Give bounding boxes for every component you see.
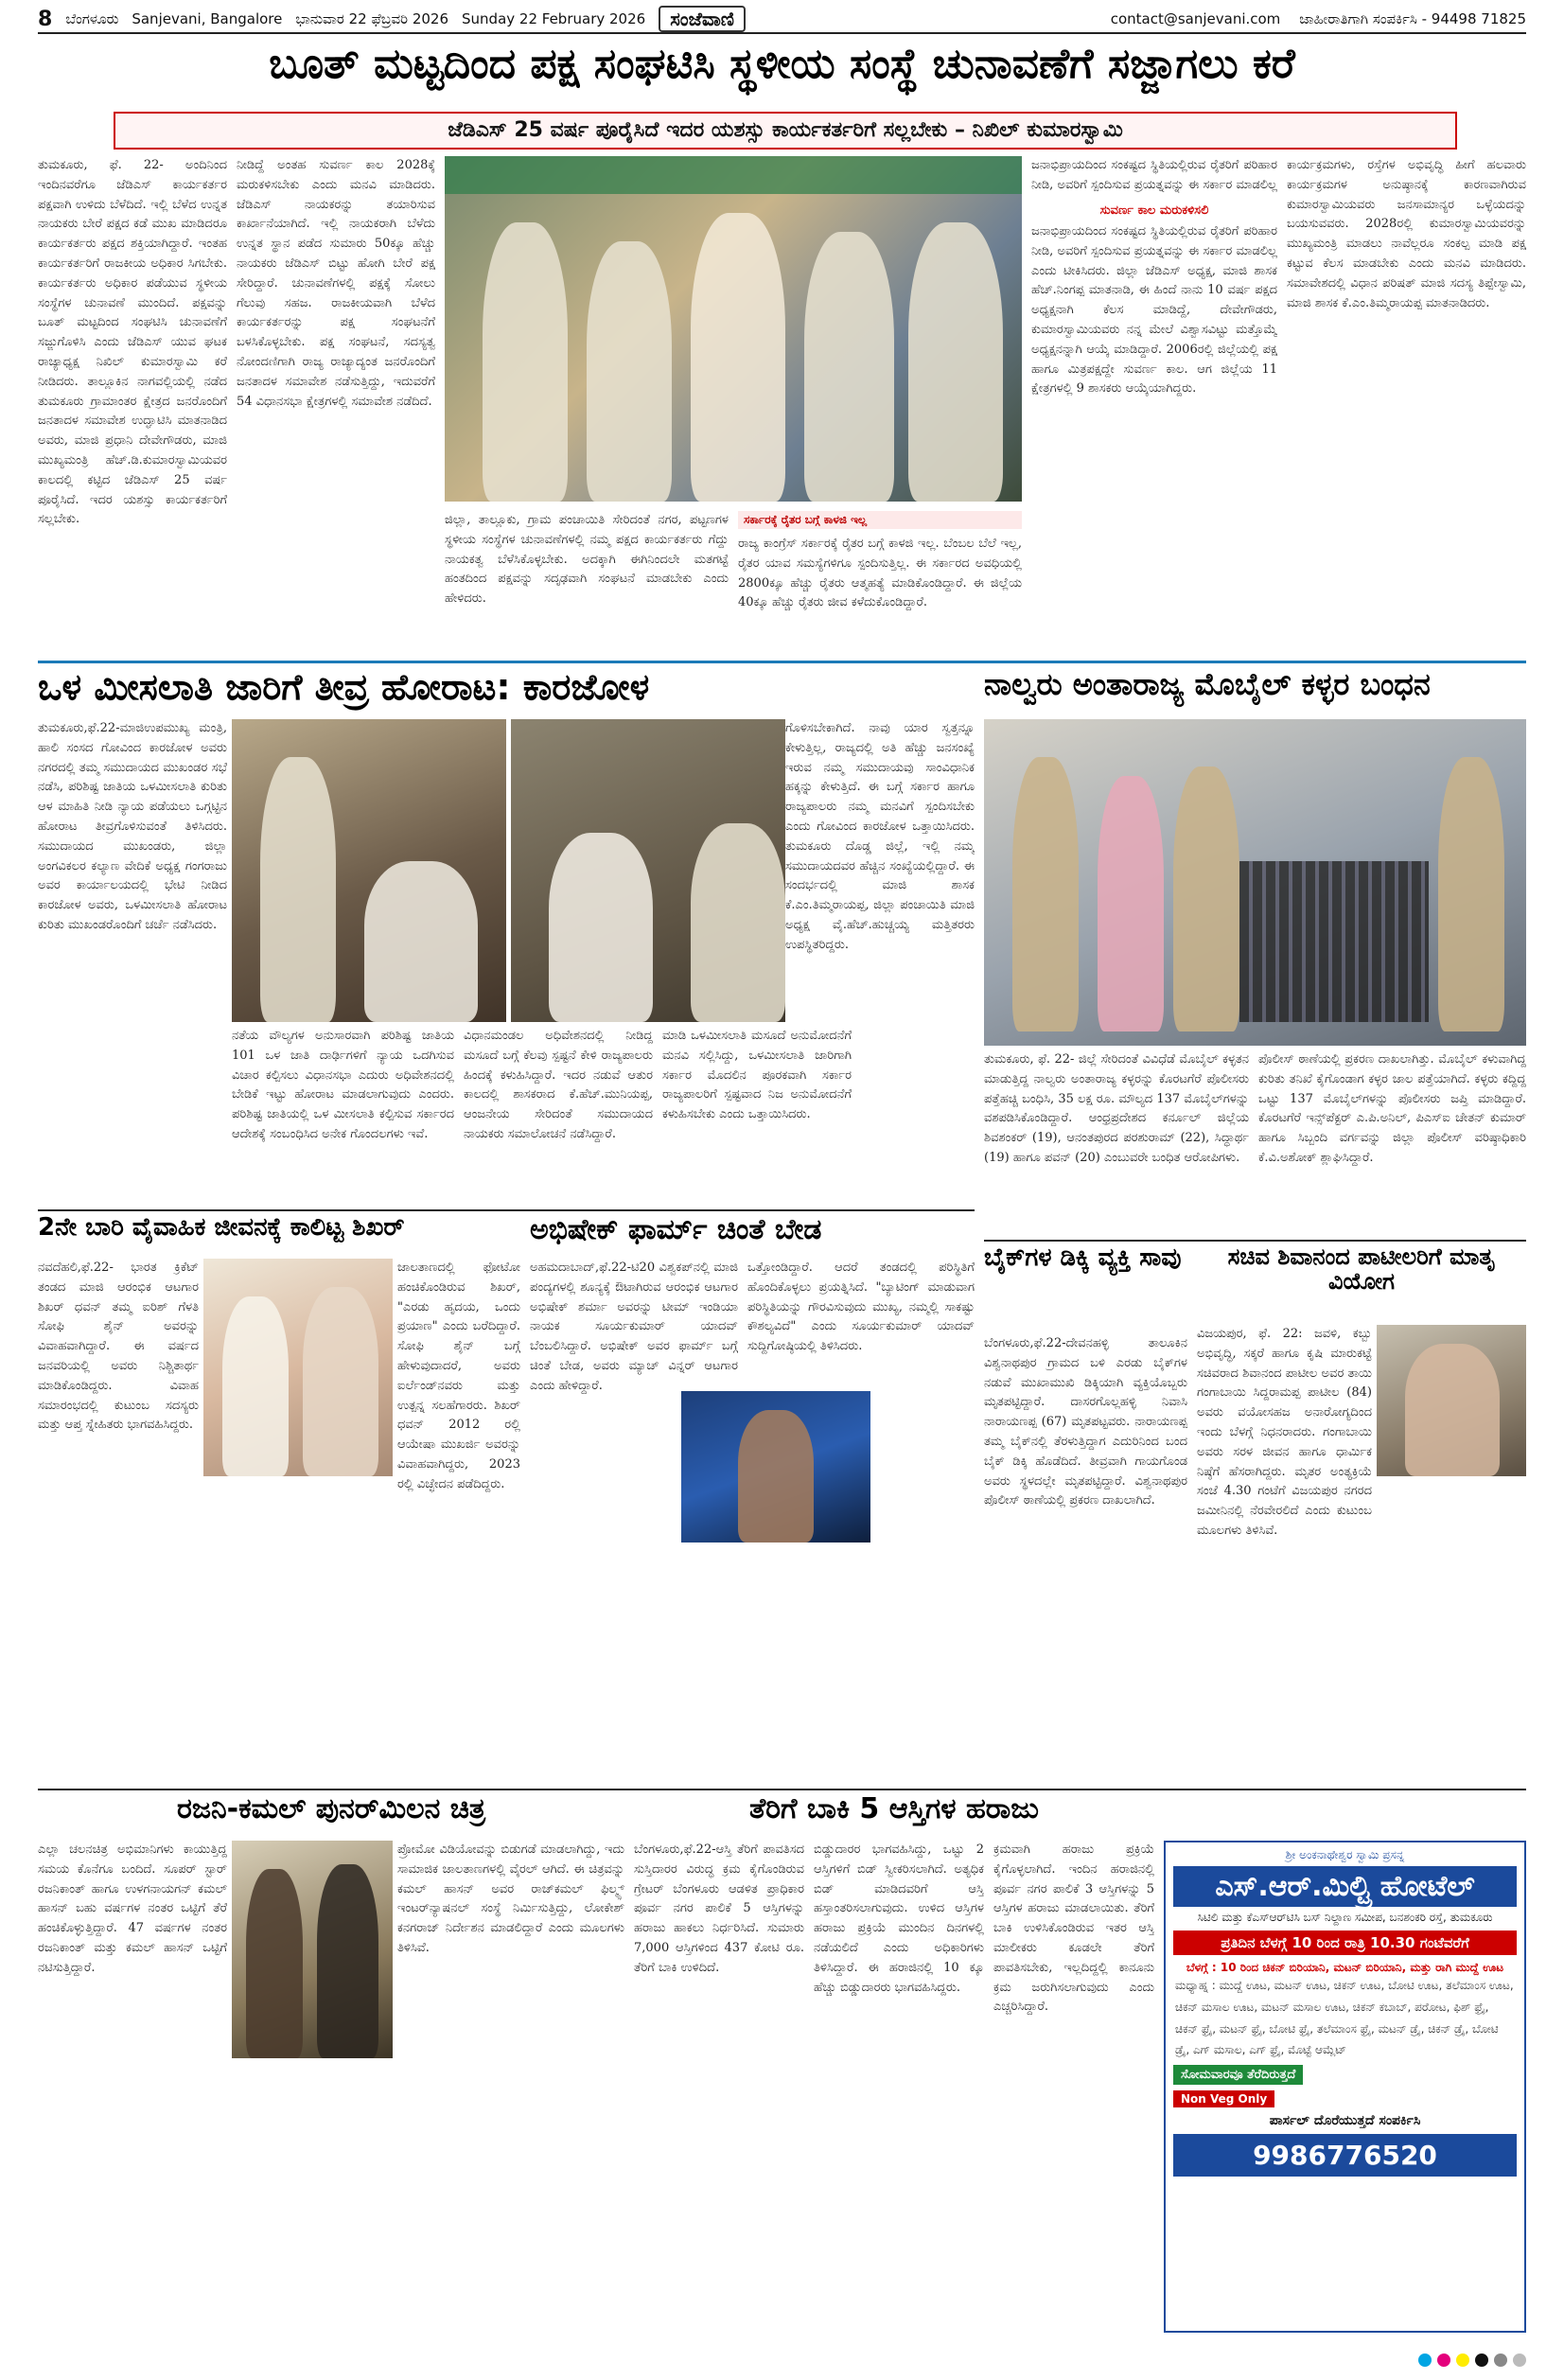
lead-col-1: ತುಮಕೂರು, ಫೆ. 22- ಅಂದಿನಿಂದ ಇಂದಿನವರೆಗೂ ಜೆಡಿಎಸ್ ಕಾರ್ಯಕರ್ತರ ಪಕ್ಷವಾಗಿ ಉಳಿದು ಬೆಳೆದಿದೆ. ಇಲ್ಲಿ ಬೆಳೆದ ಉನ್ನತ ನಾಯಕರು ಬೇರೆ ಪಕ್ಷದ ಕಡೆ ಮುಖ ಮಾಡಿದರೂ ಕಾರ್ಯಕರ್ತರು ಪಕ್ಷದ ಶಕ್ತಿಯಾಗಿದ್ದಾರೆ. ಇಂತಹ ಕಾರ್ಯಕರ್ತರಿಗೆ ರಾಜಕೀಯ ಅಧಿಕಾರ ಸಿಗಬೇಕು. ಕಾರ್ಯಕರ್ತರು ಅಧಿಕಾರ ಪಡೆಯುವ ಸ್ಥಳೀಯ ಸಂಸ್ಥೆಗಳ ಚುನಾವಣೆ ಮುಂದಿದೆ. ಪಕ್ಷವನ್ನು ಬೂತ್ ಮಟ್ಟದಿಂದ ಸಂಘಟಿಸಿ ಚುನಾವಣೆಗೆ ಸಜ್ಜುಗೊಳಿಸಿ ಎಂದು ಜೆಡಿಎಸ್ ಯುವ ಘಟಕ ರಾಜ್ಯಾಧ್ಯಕ್ಷ ನಿಖಿಲ್ ಕುಮಾರಸ್ವಾಮಿ ಕರೆ ನೀಡಿದರು. ತಾಲ್ಲೂಕಿನ ನಾಗವಲ್ಲಿಯಲ್ಲಿ ನಡೆದ ತುಮಕೂರು ಗ್ರಾಮಾಂತರ ಕ್ಷೇತ್ರದ ಜನರೊಂದಿಗೆ ಜನತಾದಳ ಸಮಾವೇಶ ಉದ್ಘಾಟಿಸಿ ಮಾತನಾಡಿದ ಅವರು, ಮಾಜಿ ಪ್ರಧಾನಿ ದೇವೇಗೌಡರು, ಮಾಜಿ ಮುಖ್ಯಮಂತ್ರಿ ಹೆಚ್.ಡಿ.ಕುಮಾರಸ್ವಾಮಿಯವರ ಕಾಲದಲ್ಲಿ ಕಟ್ಟಿದ ಜೆಡಿಎಸ್ 25 ವರ್ಷ ಪೂರೈಸಿದೆ. ಇದರ ಯಶಸ್ಸು ಕಾರ್ಯಕರ್ತರಿಗೆ ಸಲ್ಲಬೇಕು.	[38, 158, 227, 527]
story2-col-5: ಗೊಳಿಸಬೇಕಾಗಿದೆ. ನಾವು ಯಾರ ಸ್ವತ್ತನ್ನೂ ಕೇಳುತ್ತಿಲ್ಲ, ರಾಜ್ಯದಲ್ಲಿ ಅತಿ ಹೆಚ್ಚು ಜನಸಂಖ್ಯೆ ಇರುವ ನಮ್ಮ ಸಮುದಾಯವು ಸಾಂವಿಧಾನಿಕ ಹಕ್ಕನ್ನು ಕೇಳುತ್ತಿದೆ. ಈ ಬಗ್ಗೆ ಸರ್ಕಾರ ಹಾಗೂ ರಾಜ್ಯಪಾಲರು ನಮ್ಮ ಮನವಿಗೆ ಸ್ಪಂದಿಸಬೇಕು ಎಂದು ಗೋವಿಂದ ಕಾರಜೋಳ ಒತ್ತಾಯಿಸಿದರು. ತುಮಕೂರು ದೊಡ್ಡ ಜಿಲ್ಲೆ, ಇಲ್ಲಿ ನಮ್ಮ ಸಮುದಾಯದವರ ಹೆಚ್ಚಿನ ಸಂಖ್ಯೆಯಲ್ಲಿದ್ದಾರೆ. ಈ ಸಂದರ್ಭದಲ್ಲಿ ಮಾಜಿ ಶಾಸಕ ಕೆ.ಎಂ.ತಿಮ್ಮರಾಯಪ್ಪ, ಜಿಲ್ಲಾ ಪಂಚಾಯಿತಿ ಮಾಜಿ ಅಧ್ಯಕ್ಷ ವೈ.ಹೆಚ್.ಹುಚ್ಚಯ್ಯ ಮತ್ತಿತರರು ಉಪಸ್ಥಿತರಿದ್ದರು.	[785, 719, 975, 1022]
story2-photo-left	[232, 719, 506, 1022]
lead-col-6: ಕಾರ್ಯಕ್ರಮಗಳು, ರಸ್ತೆಗಳ ಅಭಿವೃದ್ಧಿ ಹೀಗೆ ಹಲವಾರು ಕಾರ್ಯಕ್ರಮಗಳ ಅನುಷ್ಠಾನಕ್ಕೆ ಕಾರಣವಾಗಿರುವ ಕುಮಾರಸ್ವಾಮಿಯವರು ಜನಸಾಮಾನ್ಯರ ಒಳ್ಳೆಯದನ್ನು ಬಯಸುವವರು. 2028ರಲ್ಲಿ ಕುಮಾರಸ್ವಾಮಿಯವರನ್ನು ಮುಖ್ಯಮಂತ್ರಿ ಮಾಡಲು ನಾವೆಲ್ಲರೂ ಸಂಕಲ್ಪ ಮಾಡಿ ಪಕ್ಷ ಕಟ್ಟುವ ಕೆಲಸ ಮಾಡಬೇಕು ಎಂದು ಮನವಿ ಮಾಡಿದರು. ಸಮಾವೇಶದಲ್ಲಿ ವಿಧಾನ ಪರಿಷತ್ ಮಾಜಿ ಸದಸ್ಯ ತಿಪ್ಪೇಸ್ವಾಮಿ, ಮಾಜಿ ಶಾಸಕ ಕೆ.ಎಂ.ತಿಮ್ಮರಾಯಪ್ಪ ಮಾತನಾಡಿದರು.	[1287, 158, 1526, 310]
story5-col-2: ಒತ್ತೋಂಡಿದ್ದಾರೆ. ಆದರೆ ತಂಡದಲ್ಲಿ ಪರಿಸ್ಥಿತಿಗೆ ಹೊಂದಿಕೊಳ್ಳಲು ಪ್ರಯತ್ನಿಸಿದೆ. "ಬ್ಯಾಟಿಂಗ್ ಮಾಡುವಾಗ ಪರಿಸ್ಥಿತಿಯನ್ನು ಗೌರವಿಸುವುದು ಮುಖ್ಯ, ನಮ್ಮಲ್ಲಿ ಸಾಕಷ್ಟು ಕೌಶಲ್ಯವಿದೆ" ಎಂದು ಸೂರ್ಯಕುಮಾರ್ ಯಾದವ್ ಸುದ್ದಿಗೋಷ್ಠಿಯಲ್ಲಿ ತಿಳಿಸಿದರು.	[747, 1261, 975, 1354]
lead-headline: ಬೂತ್ ಮಟ್ಟದಿಂದ ಪಕ್ಷ ಸಂಘಟಿಸಿ ಸ್ಥಳೀಯ ಸಂಸ್ಥೆ ಚುನಾವಣೆಗೆ ಸಜ್ಜಾಗಲು ಕರೆ	[269, 42, 1295, 88]
ad-hotel-name: ಎಸ್.ಆರ್.ಮಿಲ್ಟ್ರಿ ಹೋಟೆಲ್	[1173, 1866, 1517, 1907]
page-number: 8	[38, 7, 53, 31]
story2-headline: ಒಳ ಮೀಸಲಾತಿ ಜಾರಿಗೆ ತೀವ್ರ ಹೋರಾಟ: ಕಾರಜೋಳ	[38, 668, 650, 708]
contact-email[interactable]: contact@sanjevani.com	[1110, 10, 1281, 27]
story6-col-1: ಬೆಂಗಳೂರು,ಫೆ.22-ದೇವನಹಳ್ಳಿ ತಾಲೂಕಿನ ವಿಶ್ವನಾಥಪುರ ಗ್ರಾಮದ ಬಳಿ ಎರಡು ಬೈಕ್‌ಗಳ ನಡುವೆ ಮುಖಾಮುಖಿ ಡಿಕ್ಕಿಯಾಗಿ ವ್ಯಕ್ತಿಯೊಬ್ಬರು ಮೃತಪಟ್ಟಿದ್ದಾರೆ. ದಾಸರಗೊಲ್ಲಹಳ್ಳಿ ನಿವಾಸಿ ನಾರಾಯಣಪ್ಪ (67) ಮೃತಪಟ್ಟವರು. ನಾರಾಯಣಪ್ಪ ತಮ್ಮ ಬೈಕ್‌ನಲ್ಲಿ ತೆರಳುತ್ತಿದ್ದಾಗ ಎದುರಿನಿಂದ ಬಂದ ಬೈಕ್ ಡಿಕ್ಕಿ ಹೊಡೆದಿದೆ. ತೀವ್ರವಾಗಿ ಗಾಯಗೊಂಡ ಅವರು ಸ್ಥಳದಲ್ಲೇ ಮೃತಪಟ್ಟಿದ್ದಾರೆ. ವಿಶ್ವನಾಥಪುರ ಪೊಲೀಸ್ ಠಾಣೆಯಲ್ಲಿ ಪ್ರಕರಣ ದಾಖಲಾಗಿದೆ.	[984, 1336, 1187, 1508]
lead-photo	[445, 156, 1022, 502]
hotel-advertisement[interactable]	[1164, 1841, 1526, 2333]
lead-col-2: ನೀಡಿದ್ದೆ ಅಂತಹ ಸುವರ್ಣ ಕಾಲ 2028ಕ್ಕೆ ಮರುಕಳಿಸಬೇಕು ಎಂದು ಮನವಿ ಮಾಡಿದರು. ಜೆಡಿಎಸ್ ನಾಯಕರನ್ನು ತಯಾರಿಸುವ ಕಾರ್ಖಾನೆಯಾಗಿದೆ. ಇಲ್ಲಿ ನಾಯಕರಾಗಿ ಬೆಳೆದು ಉನ್ನತ ಸ್ಥಾನ ಪಡೆದ ಸುಮಾರು 50ಕ್ಕೂ ಹೆಚ್ಚು ನಾಯಕರು ಜೆಡಿಎಸ್ ಬಿಟ್ಟು ಹೋಗಿ ಬೇರೆ ಪಕ್ಷ ಸೇರಿದ್ದಾರೆ. ಚುನಾವಣೆಗಳಲ್ಲಿ ಪಕ್ಷಕ್ಕೆ ಸೋಲು ಗೆಲುವು ಸಹಜ. ರಾಜಕೀಯವಾಗಿ ಬೆಳೆದ ಕಾರ್ಯಕರ್ತರನ್ನು ಪಕ್ಷ ಸಂಘಟನೆಗೆ ಬಳಸಿಕೊಳ್ಳಬೇಕು. ಪಕ್ಷ ಸಂಘಟನೆ, ಸದಸ್ಯತ್ವ ನೋಂದಣಿಗಾಗಿ ರಾಜ್ಯ ರಾಜ್ಯಾದ್ಯಂತ ಜನರೊಂದಿಗೆ ಜನತಾದಳ ಸಮಾವೇಶ ನಡೆಸುತ್ತಿದ್ದು, ಇದುವರೆಗೆ 54 ವಿಧಾನಸಭಾ ಕ್ಷೇತ್ರಗಳಲ್ಲಿ ಸಮಾವೇಶ ನಡೆದಿದೆ.	[237, 158, 435, 409]
story9-col-1: ಬೆಂಗಳೂರು,ಫೆ.22-ಆಸ್ತಿ ತೆರಿಗೆ ಪಾವತಿಸದ ಸುಸ್ತಿದಾರರ ವಿರುದ್ಧ ಕ್ರಮ ಕೈಗೊಂಡಿರುವ ಗ್ರೇಟರ್ ಬೆಂಗಳೂರು ಆಡಳಿತ ಪ್ರಾಧಿಕಾರ ಪೂರ್ವ ನಗರ ಪಾಲಿಕೆ 5 ಆಸ್ತಿಗಳನ್ನು ಹರಾಜು ಹಾಕಲು ನಿರ್ಧರಿಸಿದೆ. ಸುಮಾರು 7,000 ಆಸ್ತಿಗಳಿಂದ 437 ಕೋಟಿ ರೂ. ತೆರಿಗೆ ಬಾಕಿ ಉಳಿದಿದೆ.	[634, 1842, 804, 1975]
story3-col-2: ಪೊಲೀಸ್ ಠಾಣೆಯಲ್ಲಿ ಪ್ರಕರಣ ದಾಖಲಾಗಿತ್ತು. ಮೊಬೈಲ್ ಕಳುವಾಗಿದ್ದ ಕುರಿತು ತನಿಖೆ ಕೈಗೊಂಡಾಗ ಕಳ್ಳರ ಜಾಲ ಪತ್ತೆಯಾಗಿದೆ. ಕಳ್ಳರು ಕದ್ದಿದ್ದ ಒಟ್ಟು 137 ಮೊಬೈಲ್‌ಗಳನ್ನು ಪೊಲೀಸರು ಜಪ್ತಿ ಮಾಡಿದ್ದಾರೆ. ಕೊರಟಗೆರೆ ಇನ್ಸ್‌ಪೆಕ್ಟರ್ ಎ.ಪಿ.ಅನಿಲ್, ಪಿಎಸ್‌ಐ ಚೇತನ್ ಕುಮಾರ್ ಹಾಗೂ ಸಿಬ್ಬಂದಿ ವರ್ಗವನ್ನು ಜಿಲ್ಲಾ ಪೊಲೀಸ್ ವರಿಷ್ಠಾಧಿಕಾರಿ ಕೆ.ವಿ.ಅಶೋಕ್ ಶ್ಲಾಘಿಸಿದ್ದಾರೆ.	[1258, 1052, 1526, 1165]
ad-nonveg-badge: Non Veg Only	[1173, 2090, 1274, 2107]
story8-headline: ರಜನಿ-ಕಮಲ್ ಪುನರ್‌ಮಿಲನ ಚಿತ್ರ	[176, 1793, 486, 1825]
story8-photo	[232, 1841, 393, 2058]
story7-col-1: ವಿಜಯಪುರ, ಫೆ. 22: ಜವಳಿ, ಕಬ್ಬು ಅಭಿವೃದ್ಧಿ, ಸಕ್ಕರೆ ಹಾಗೂ ಕೃಷಿ ಮಾರುಕಟ್ಟೆ ಸಚಿವರಾದ ಶಿವಾನಂದ ಪಾಟೀಲ ಅವರ ತಾಯಿ ಗಂಗಾಬಾಯಿ ಸಿದ್ದರಾಮಪ್ಪ ಪಾಟೀಲ (84) ಅವರು ವಯೋಸಹಜ ಅನಾರೋಗ್ಯದಿಂದ ಇಂದು ಬೆಳಗ್ಗೆ ನಿಧನರಾದರು. ಗಂಗಾಬಾಯಿ ಅವರು ಸರಳ ಜೀವನ ಹಾಗೂ ಧಾರ್ಮಿಕ ನಿಷ್ಠೆಗೆ ಹೆಸರಾಗಿದ್ದರು. ಮೃತರ ಅಂತ್ಯಕ್ರಿಯೆ ಸಂಜೆ 4.30 ಗಂಟೆಗೆ ವಿಜಯಪುರ ನಗರದ ಜಮೀನಿನಲ್ಲಿ ನೆರವೇರಲಿದೆ ಎಂದು ಕುಟುಂಬ ಮೂಲಗಳು ತಿಳಿಸಿವೆ.	[1197, 1327, 1372, 1538]
page-header	[38, 6, 1526, 34]
story2-col-3: ವಿಧಾನಮಂಡಲ ಅಧಿವೇಶನದಲ್ಲಿ ನೀಡಿದ್ದ ಮಸೂದೆ ಬಗ್ಗೆ ಕೆಲವು ಸ್ಪಷ್ಟನೆ ಕೇಳಿ ರಾಜ್ಯಪಾಲರು ಹಿಂದಕ್ಕೆ ಕಳುಹಿಸಿದ್ದಾರೆ. ಇದರ ನಡುವೆ ಆತುರ ಕಾಲದಲ್ಲಿ ಶಾಸಕರಾದ ಕೆ.ಹೆಚ್.ಮುನಿಯಪ್ಪ, ಆಂಜನೇಯ ಸೇರಿದಂತೆ ಸಮುದಾಯದ ನಾಯಕರು ಸಮಾಲೋಚನೆ ನಡೆಸಿದ್ದಾರೆ.	[464, 1029, 653, 1141]
ad-morning-menu: ಬೆಳಗ್ಗೆ : 10 ರಿಂದ ಚಿಕನ್ ಬಿರಿಯಾನಿ, ಮಟನ್ ಬಿರಿಯಾನಿ, ಮತ್ತು ರಾಗಿ ಮುದ್ದೆ ಊಟ	[1186, 1961, 1504, 1974]
edition-name: Sanjevani, Bangalore	[132, 10, 283, 27]
section-divider	[38, 661, 1526, 663]
lead-col-5-intro: ಜನಾಭಿಪ್ರಾಯದಿಂದ ಸಂಕಷ್ಟದ ಸ್ಥಿತಿಯಲ್ಲಿರುವ ರೈತರಿಗೆ ಪರಿಹಾರ ನೀಡಿ, ಅವರಿಗೆ ಸ್ಪಂದಿಸುವ ಪ್ರಯತ್ನವನ್ನು ಈ ಸರ್ಕಾರ ಮಾಡಲಿಲ್ಲ	[1031, 158, 1277, 192]
story4-photo	[203, 1259, 393, 1476]
lead-col-3: ಜಿಲ್ಲಾ, ತಾಲ್ಲೂಕು, ಗ್ರಾಮ ಪಂಚಾಯಿತಿ ಸೇರಿದಂತೆ ನಗರ, ಪಟ್ಟಣಗಳ ಸ್ಥಳೀಯ ಸಂಸ್ಥೆಗಳ ಚುನಾವಣೆಗಳಲ್ಲಿ ನಮ್ಮ ಪಕ್ಷದ ಕಾರ್ಯಕರ್ತರು ಗೆದ್ದು ನಾಯಕತ್ವ ಬೆಳೆಸಿಕೊಳ್ಳಬೇಕು. ಅದಕ್ಕಾಗಿ ಈಗಿನಿಂದಲೇ ಮತಗಟ್ಟೆ ಹಂತದಿಂದ ಪಕ್ಷವನ್ನು ಸದೃಢವಾಗಿ ಸಂಘಟನೆ ಮಾಡಬೇಕು ಎಂದು ಹೇಳಿದರು.	[445, 513, 729, 607]
ad-address: ಸಿಟಿಲಿ ಮತ್ತು ಕೆಎಸ್‌ಆರ್‌ಟಿಸಿ ಬಸ್ ನಿಲ್ದಾಣ ಸಮೀಪ, ಬನಶಂಕರಿ ರಸ್ತೆ, ತುಮಕೂರು	[1197, 1911, 1493, 1924]
lead-col-5: ಜನಾಭಿಪ್ರಾಯದಿಂದ ಸಂಕಷ್ಟದ ಸ್ಥಿತಿಯಲ್ಲಿರುವ ರೈತರಿಗೆ ಪರಿಹಾರ ನೀಡಿ, ಅವರಿಗೆ ಸ್ಪಂದಿಸುವ ಪ್ರಯತ್ನವನ್ನು ಈ ಸರ್ಕಾರ ಮಾಡಲಿಲ್ಲ ಎಂದು ಟೀಕಿಸಿದರು. ಜಿಲ್ಲಾ ಜೆಡಿಎಸ್ ಅಧ್ಯಕ್ಷ, ಮಾಜಿ ಶಾಸಕ ಹೆಚ್.ನಿಂಗಪ್ಪ ಮಾತನಾಡಿ, ಈ ಹಿಂದೆ ನಾನು 10 ವರ್ಷ ಪಕ್ಷದ ಅಧ್ಯಕ್ಷನಾಗಿ ಕೆಲಸ ಮಾಡಿದ್ದೆ, ದೇವೇಗೌಡರು, ಕುಮಾರಸ್ವಾಮಿಯವರು ನನ್ನ ಮೇಲೆ ವಿಶ್ವಾಸವಿಟ್ಟು ಮತ್ತೊಮ್ಮೆ ಅಧ್ಯಕ್ಷನನ್ನಾಗಿ ಆಯ್ಕೆ ಮಾಡಿದ್ದಾರೆ. 2006ರಲ್ಲಿ ಜಿಲ್ಲೆಯಲ್ಲಿ ಪಕ್ಷ ಹಾಗೂ ಮಿತ್ರಪಕ್ಷದ್ದೇ ಸುವರ್ಣ ಕಾಲ. ಆಗ ಜಿಲ್ಲೆಯ 11 ಕ್ಷೇತ್ರಗಳಲ್ಲಿ 9 ಶಾಸಕರು ಆಯ್ಕೆಯಾಗಿದ್ದರು.	[1031, 224, 1277, 397]
lead-col-4: ರಾಜ್ಯ ಕಾಂಗ್ರೆಸ್ ಸರ್ಕಾರಕ್ಕೆ ರೈತರ ಬಗ್ಗೆ ಕಾಳಜಿ ಇಲ್ಲ. ಬೆಂಬಲ ಬೆಲೆ ಇಲ್ಲ, ರೈತರ ಯಾವ ಸಮಸ್ಯೆಗಳಿಗೂ ಸ್ಪಂದಿಸುತ್ತಿಲ್ಲ. ಈ ಸರ್ಕಾರದ ಅವಧಿಯಲ್ಲಿ 2800ಕ್ಕೂ ಹೆಚ್ಚು ರೈತರು ಆತ್ಮಹತ್ಯೆ ಮಾಡಿಕೊಂಡಿದ್ದಾರೆ. ಈ ಜಿಲ್ಲೆಯ 40ಕ್ಕೂ ಹೆಚ್ಚು ರೈತರು ಜೀವ ಕಳೆದುಕೊಂಡಿದ್ದಾರೆ.	[738, 537, 1022, 610]
story9-col-2: ಬಿಡ್ಡುದಾರರ ಭಾಗವಹಿಸಿದ್ದು, ಒಟ್ಟು 2 ಆಸ್ತಿಗಳಿಗೆ ಬಿಡ್ ಸ್ವೀಕರಿಸಲಾಗಿದೆ. ಅತ್ಯಧಿಕ ಬಿಡ್ ಮಾಡಿದವರಿಗೆ ಆಸ್ತಿ ಹಸ್ತಾಂತರಿಸಲಾಗುವುದು. ಉಳಿದ ಆಸ್ತಿಗಳ ಹರಾಜು ಪ್ರಕ್ರಿಯೆ ಮುಂದಿನ ದಿನಗಳಲ್ಲಿ ನಡೆಯಲಿದೆ ಎಂದು ಅಧಿಕಾರಿಗಳು ತಿಳಿಸಿದ್ದಾರೆ. ಈ ಹರಾಜಿನಲ್ಲಿ 10 ಕ್ಕೂ ಹೆಚ್ಚು ಬಿಡ್ಡುದಾರರು ಭಾಗವಹಿಸಿದ್ದರು.	[814, 1842, 984, 1995]
story3-headline: ನಾಲ್ವರು ಅಂತಾರಾಜ್ಯ ಮೊಬೈಲ್ ಕಳ್ಳರ ಬಂಧನ	[984, 668, 1526, 715]
ad-timing: ಪ್ರತಿದಿನ ಬೆಳಗ್ಗೆ 10 ರಿಂದ ರಾತ್ರಿ 10.30 ಗಂಟೆವರೆಗೆ	[1173, 1930, 1517, 1955]
story3-col-1: ತುಮಕೂರು, ಫೆ. 22- ಜಿಲ್ಲೆ ಸೇರಿದಂತೆ ವಿವಿಧೆಡೆ ಮೊಬೈಲ್ ಕಳ್ಳತನ ಮಾಡುತ್ತಿದ್ದ ನಾಲ್ವರು ಅಂತಾರಾಜ್ಯ ಕಳ್ಳರನ್ನು ಕೊರಟಗೆರೆ ಪೊಲೀಸರು ಪತ್ತೆಹಚ್ಚಿ ಬಂಧಿಸಿ, 35 ಲಕ್ಷ ರೂ. ಮೌಲ್ಯದ 137 ಮೊಬೈಲ್‌ಗಳನ್ನು ವಶಪಡಿಸಿಕೊಂಡಿದ್ದಾರೆ. ಆಂಧ್ರಪ್ರದೇಶದ ಕರ್ನೂಲ್ ಜಿಲ್ಲೆಯ ಶಿವಶಂಕರ್ (19), ಆನಂತಪುರದ ಪರಶುರಾಮ್ (22), ಸಿದ್ಧಾರ್ಥ (19) ಹಾಗೂ ಪವನ್ (20) ಎಂಬುವರೇ ಬಂಧಿತ ಆರೋಪಿಗಳು.	[984, 1052, 1249, 1165]
story5-photo	[681, 1391, 870, 1543]
city-name: ಬೆಂಗಳೂರು	[65, 10, 119, 27]
story8-col-2: ಪ್ರೋಮೋ ವಿಡಿಯೋವನ್ನು ಬಿಡುಗಡೆ ಮಾಡಲಾಗಿದ್ದು, ಇದು ಸಾಮಾಜಿಕ ಜಾಲತಾಣಗಳಲ್ಲಿ ವೈರಲ್ ಆಗಿದೆ. ಈ ಚಿತ್ರವನ್ನು ಕಮಲ್ ಹಾಸನ್ ಅವರ ರಾಜ್‌ಕಮಲ್ ಫಿಲ್ಮ್ಸ್ ಇಂಟರ್‌ನ್ಯಾಷನಲ್ ಸಂಸ್ಥೆ ನಿರ್ಮಿಸುತ್ತಿದ್ದು, ಲೋಕೇಶ್ ಕನಗರಾಜ್ ನಿರ್ದೇಶನ ಮಾಡಲಿದ್ದಾರೆ ಎಂದು ಮೂಲಗಳು ತಿಳಿಸಿವೆ.	[397, 1842, 624, 1955]
lead-col-5-subhead: ಸುವರ್ಣ ಕಾಲ ಮರುಕಳಿಸಲಿ	[1099, 203, 1209, 218]
story8-col-1: ಎಲ್ಲಾ ಚಲನಚಿತ್ರ ಅಭಿಮಾನಿಗಳು ಕಾಯುತ್ತಿದ್ದ ಸಮಯ ಕೊನೆಗೂ ಬಂದಿದೆ. ಸೂಪರ್ ಸ್ಟಾರ್ ರಜನಿಕಾಂತ್ ಹಾಗೂ ಉಳಗನಾಯಗನ್ ಕಮಲ್ ಹಾಸನ್ ಬಹು ವರ್ಷಗಳ ನಂತರ ಒಟ್ಟಿಗೆ ತೆರೆ ಹಂಚಿಕೊಳ್ಳುತ್ತಿದ್ದಾರೆ. 47 ವರ್ಷಗಳ ನಂತರ ರಜನಿಕಾಂತ್ ಮತ್ತು ಕಮಲ್ ಹಾಸನ್ ಒಟ್ಟಿಗೆ ನಟಿಸುತ್ತಿದ್ದಾರೆ.	[38, 1842, 227, 1975]
story4-headline: 2ನೇ ಬಾರಿ ವೈವಾಹಿಕ ಜೀವನಕ್ಕೆ ಕಾಲಿಟ್ಟ ಶಿಖರ್	[38, 1214, 405, 1242]
story4-col-1: ನವದೆಹಲಿ,ಫೆ.22- ಭಾರತ ಕ್ರಿಕೆಟ್ ತಂಡದ ಮಾಜಿ ಆರಂಭಿಕ ಆಟಗಾರ ಶಿಖರ್ ಧವನ್ ತಮ್ಮ ಐರಿಶ್ ಗೆಳತಿ ಸೋಫಿ ಶೈನ್ ಅವರನ್ನು ವಿವಾಹವಾಗಿದ್ದಾರೆ. ಈ ವರ್ಷದ ಜನವರಿಯಲ್ಲಿ ಅವರು ನಿಶ್ಚಿತಾರ್ಥ ಮಾಡಿಕೊಂಡಿದ್ದರು. ವಿವಾಹ ಸಮಾರಂಭದಲ್ಲಿ ಕುಟುಂಬ ಸದಸ್ಯರು ಮತ್ತು ಆಪ್ತ ಸ್ನೇಹಿತರು ಭಾಗವಹಿಸಿದ್ದರು.	[38, 1261, 199, 1433]
story7-headline: ಸಚಿವ ಶಿವಾನಂದ ಪಾಟೀಲರಿಗೆ ಮಾತೃ ವಿಯೋಗ	[1227, 1244, 1496, 1296]
color-registration-marks	[1418, 2354, 1526, 2367]
story7-photo	[1377, 1325, 1526, 1476]
story2-col-4: ಮಾಡಿ ಒಳಮೀಸಲಾತಿ ಮಸೂದೆ ಅನುಮೋದನೆಗೆ ಮನವಿ ಸಲ್ಲಿಸಿದ್ದು, ಒಳಮೀಸಲಾತಿ ಜಾರಿಗಾಗಿ ಸರ್ಕಾರ ಮೊದಲಿನ ಪೂರಕವಾಗಿ ಸರ್ಕಾರ ರಾಜ್ಯಪಾಲರಿಗೆ ಸ್ಪಷ್ಟವಾದ ನಿಜ ಅನುಮೋದನೆಗೆ ಕಳುಹಿಸಬೇಕು ಎಂದು ಒತ್ತಾಯಿಸಿದರು.	[662, 1029, 852, 1122]
story2-col-2: ನತೆಯ ವೌಲ್ಯಗಳ ಅನುಸಾರವಾಗಿ ಪರಿಶಿಷ್ಟ ಜಾತಿಯ 101 ಒಳ ಜಾತಿ ದಾರ್ಢಿಗಳಿಗೆ ನ್ಯಾಯ ಒದಗಿಸುವ ವಿಚಾರ ಕಲ್ಪಿಸಲು ವಿಧಾನಸಭಾ ಎದುರು ಅಧಿವೇಶನದಲ್ಲಿ ಬೇಡಿಕೆ ಇಟ್ಟು ಹೋರಾಟ ಮಾಡಲಾಗುವುದು ಎಂದರು. ಪರಿಶಿಷ್ಟ ಜಾತಿಯಲ್ಲಿ ಒಳ ಮೀಸಲಾತಿ ಕಲ್ಪಿಸುವ ಸರ್ಕಾರದ ಆದೇಶಕ್ಕೆ ಸಂಬಂಧಿಸಿದ ಅನೇಕ ಗೊಂದಲಗಳು ಇವೆ.	[232, 1029, 454, 1141]
story3-photo	[984, 719, 1526, 1046]
masthead-logo: ಸಂಜೆವಾಣಿ	[659, 6, 746, 32]
story5-col-1: ಅಹಮದಾಬಾದ್,ಫೆ.22-ಟಿ20 ವಿಶ್ವಕಪ್‌ನಲ್ಲಿ ಮಾಜಿ ಪಂದ್ಯಗಳಲ್ಲಿ ಶೂನ್ಯಕ್ಕೆ ಔಟಾಗಿರುವ ಆರಂಭಿಕ ಆಟಗಾರ ಅಭಿಷೇಕ್ ಶರ್ಮಾ ಅವರನ್ನು ಟೀಮ್ ಇಂಡಿಯಾ ನಾಯಕ ಸೂರ್ಯಕುಮಾರ್ ಯಾದವ್ ಬೆಂಬಲಿಸಿದ್ದಾರೆ. ಅಭಿಷೇಕ್ ಅವರ ಫಾರ್ಮ್ ಬಗ್ಗೆ ಚಿಂತೆ ಬೇಡ, ಅವರು ಮ್ಯಾಚ್ ವಿನ್ನರ್ ಆಟಗಾರ ಎಂದು ಹೇಳಿದ್ದಾರೆ.	[530, 1261, 738, 1393]
story4-col-2: ಜಾಲತಾಣದಲ್ಲಿ ಫೋಟೋ ಹಂಚಿಕೊಂಡಿರುವ ಶಿಖರ್, "ಎರಡು ಹೃದಯ, ಒಂದು ಪ್ರಯಾಣ" ಎಂದು ಬರೆದಿದ್ದಾರೆ. ಸೋಫಿ ಶೈನ್ ಬಗ್ಗೆ ಹೇಳುವುದಾದರೆ, ಅವರು ಐರ್ಲೆಂಡ್‌ನವರು ಮತ್ತು ಉತ್ಪನ್ನ ಸಲಹೆಗಾರರು. ಶಿಖರ್ ಧವನ್ 2012 ರಲ್ಲಿ ಆಯೇಷಾ ಮುಖರ್ಜಿ ಅವರನ್ನು ವಿವಾಹವಾಗಿದ್ದರು, 2023 ರಲ್ಲಿ ವಿಚ್ಛೇದನ ಪಡೆದಿದ್ದರು.	[397, 1261, 520, 1491]
story2-col-1: ತುಮಕೂರು,ಫೆ.22-ಮಾಜಿಉಪಮುಖ್ಯ ಮಂತ್ರಿ, ಹಾಲಿ ಸಂಸದ ಗೋವಿಂದ ಕಾರಜೋಳ ಅವರು ನಗರದಲ್ಲಿ ತಮ್ಮ ಸಮುದಾಯದ ಮುಖಂಡರ ಸಭೆ ನಡೆಸಿ, ಪರಿಶಿಷ್ಟ ಜಾತಿಯ ಒಳಮೀಸಲಾತಿ ಕುರಿತು ಆಳ ಮಾಹಿತಿ ನೀಡಿ ನ್ಯಾಯ ಪಡೆಯಲು ಒಗ್ಗಟ್ಟಿನ ಹೋರಾಟ ತೀವ್ರಗೊಳಿಸುವಂತೆ ತಿಳಿಸಿದರು. ಸಮುದಾಯದ ಮುಖಂಡರು, ಜಿಲ್ಲಾ ಅಂಗವಿಕಲರ ಕಲ್ಯಾಣ ವೇದಿಕೆ ಅಧ್ಯಕ್ಷ ಗಂಗರಾಜು ಅವರ ಕಾರ್ಯಾಲಯದಲ್ಲಿ ಭೇಟಿ ನೀಡಿದ ಕಾರಜೋಳ ಅವರು, ಒಳಮೀಸಲಾತಿ ಹೋರಾಟ ಕುರಿತು ಮುಖಂಡರೊಂದಿಗೆ ಚರ್ಚೆ ನಡೆಸಿದರು.	[38, 721, 227, 932]
date-english: Sunday 22 February 2026	[462, 10, 646, 27]
story6-headline: ಬೈಕ್‌ಗಳ ಡಿಕ್ಕಿ ವ್ಯಕ್ತಿ ಸಾವು	[984, 1244, 1182, 1272]
divider-2	[38, 1209, 975, 1211]
ad-contact: ಜಾಹೀರಾತಿಗಾಗಿ ಸಂಪರ್ಕಿಸಿ - 94498 71825	[1299, 10, 1526, 27]
date-kannada: ಭಾನುವಾರ 22 ಫೆಬ್ರವರಿ 2026	[295, 10, 449, 27]
story9-col-3: ಕ್ರಮವಾಗಿ ಹರಾಜು ಪ್ರಕ್ರಿಯೆ ಕೈಗೊಳ್ಳಲಾಗಿದೆ. ಇಂದಿನ ಹರಾಜಿನಲ್ಲಿ ಪೂರ್ವ ನಗರ ಪಾಲಿಕೆ 3 ಆಸ್ತಿಗಳನ್ನು 5 ಆಸ್ತಿಗಳ ಹರಾಜು ಮಾಡಲಾಯಿತು. ತೆರಿಗೆ ಬಾಕಿ ಉಳಿಸಿಕೊಂಡಿರುವ ಇತರ ಆಸ್ತಿ ಮಾಲೀಕರು ಕೂಡಲೇ ತೆರಿಗೆ ಪಾವತಿಸಬೇಕು, ಇಲ್ಲದಿದ್ದಲ್ಲಿ ಕಾನೂನು ಕ್ರಮ ಜರುಗಿಸಲಾಗುವುದು ಎಂದು ಎಚ್ಚರಿಸಿದ್ದಾರೆ.	[993, 1842, 1154, 2015]
ad-menu: ಮಧ್ಯಾಹ್ನ : ಮುದ್ದೆ ಊಟ, ಮಟನ್ ಊಟ, ಚಿಕನ್ ಊಟ, ಬೋಟಿ ಊಟ, ತಲೆಮಾಂಸ ಊಟ, ಚಿಕನ್ ಮಸಾಲ ಊಟ, ಮಟನ್ ಮಸಾಲ ಊಟ, ಚಿಕನ್ ಕಬಾಬ್, ಪರೋಟ, ಫಿಶ್ ಫ್ರೈ, ಚಿಕನ್ ಫ್ರೈ, ಮಟನ್ ಫ್ರೈ, ಬೋಟಿ ಫ್ರೈ, ತಲೆಮಾಂಸ ಫ್ರೈ, ಮಟನ್ ಡ್ರೈ, ಚಿಕನ್ ಡ್ರೈ, ಬೋಟಿ ಡ್ರೈ, ಎಗ್ ಮಸಾಲ, ಎಗ್ ಫ್ರೈ, ಮೊಟ್ಟೆ ಆಮ್ಲೆಟ್	[1175, 1979, 1514, 2057]
ad-parcel-text: ಪಾರ್ಸಲ್ ದೊರೆಯುತ್ತದೆ ಸಂಪರ್ಕಿಸಿ	[1269, 2113, 1421, 2129]
divider-4	[38, 1789, 1526, 1790]
lead-photo-caption: ಸರ್ಕಾರಕ್ಕೆ ರೈತರ ಬಗ್ಗೆ ಕಾಳಜಿ ಇಲ್ಲ	[738, 511, 1022, 529]
lead-subhead: ಜೆಡಿಎಸ್ 25 ವರ್ಷ ಪೂರೈಸಿದೆ ಇದರ ಯಶಸ್ಸು ಕಾರ್ಯಕರ್ತರಿಗೆ ಸಲ್ಲಬೇಕು – ನಿಖಿಲ್ ಕುಮಾರಸ್ವಾಮಿ	[114, 112, 1457, 150]
story5-headline: ಅಭಿಷೇಕ್ ಫಾರ್ಮ್ ಚಿಂತೆ ಬೇಡ	[530, 1214, 822, 1246]
ad-phone-number[interactable]: 9986776520	[1173, 2134, 1517, 2177]
story9-headline: ತೆರಿಗೆ ಬಾಕಿ 5 ಆಸ್ತಿಗಳ ಹರಾಜು	[749, 1793, 1039, 1825]
ad-open-day: ಸೋಮವಾರವೂ ತೆರೆದಿರುತ್ತದೆ	[1173, 2065, 1303, 2085]
divider-3	[984, 1240, 1526, 1242]
ad-blessing: ಶ್ರೀ ಅಂಕನಾಥೇಶ್ವರ ಸ್ವಾಮಿ ಪ್ರಸನ್ನ	[1285, 1848, 1405, 1861]
